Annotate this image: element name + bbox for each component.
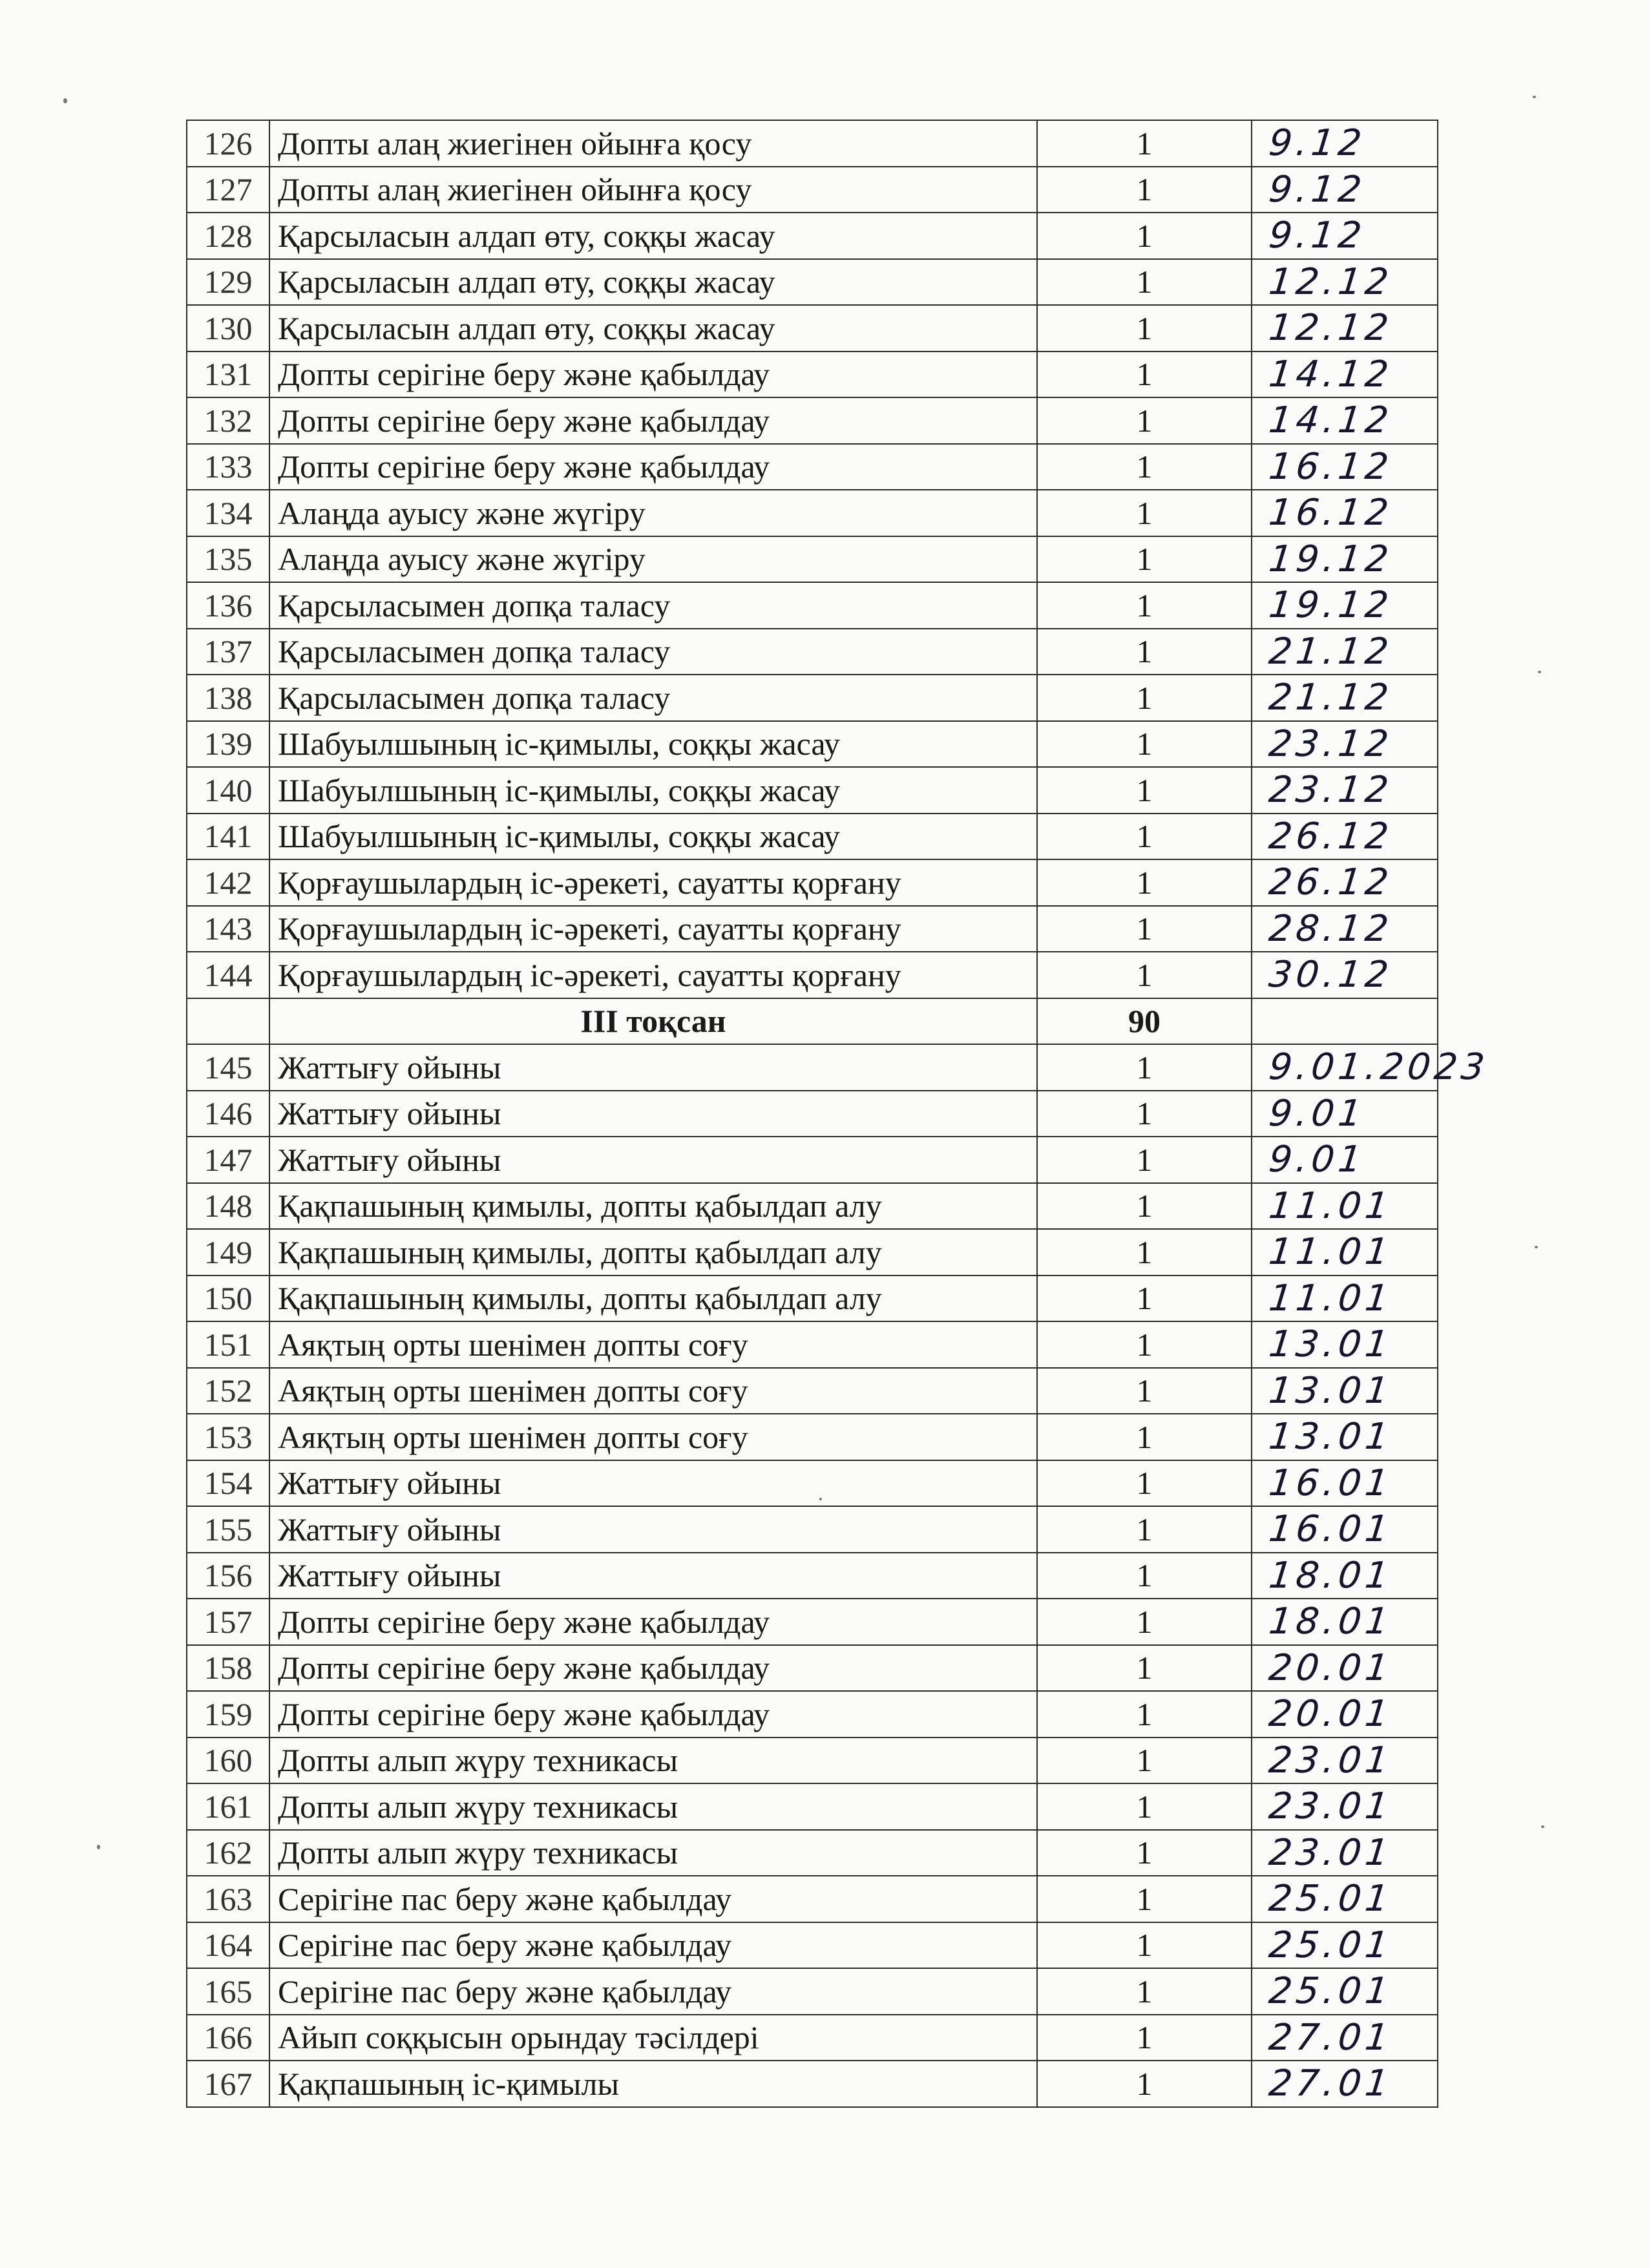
table-row bbox=[187, 952, 1438, 998]
row-number: 131 bbox=[187, 352, 269, 398]
row-number: 145 bbox=[187, 1044, 269, 1091]
table-row bbox=[187, 1553, 1438, 1599]
lesson-topic: Алаңда ауысу және жүгіру bbox=[269, 536, 1037, 583]
lesson-topic: Допты алып жүру техникасы bbox=[269, 1783, 1037, 1830]
lesson-date: 11.01 bbox=[1249, 1229, 1440, 1276]
lesson-topic: Алаңда ауысу және жүгіру bbox=[269, 490, 1037, 536]
lesson-topic: Қорғаушылардың іс-әрекеті, сауатты қорғану bbox=[269, 906, 1037, 952]
table-row bbox=[187, 1044, 1438, 1091]
lesson-hours: 1 bbox=[1037, 213, 1252, 259]
table-row bbox=[187, 1968, 1438, 2015]
row-number: 136 bbox=[187, 582, 269, 629]
lesson-date: 23.01 bbox=[1249, 1738, 1440, 1784]
row-number: 135 bbox=[187, 536, 269, 583]
lesson-topic: Жаттығу ойыны bbox=[269, 1044, 1037, 1091]
scan-speck bbox=[1535, 1246, 1538, 1248]
lesson-topic: Допты алып жүру техникасы bbox=[269, 1830, 1037, 1876]
lesson-topic: Допты серігіне беру және қабылдау bbox=[269, 397, 1037, 444]
lesson-hours: 1 bbox=[1037, 1553, 1252, 1599]
lesson-hours: 1 bbox=[1037, 814, 1252, 860]
table-row bbox=[187, 305, 1438, 352]
table-row bbox=[187, 814, 1438, 860]
table-row bbox=[187, 675, 1438, 721]
lesson-hours: 1 bbox=[1037, 721, 1252, 768]
lesson-topic: Аяқтың орты шенімен допты соғу bbox=[269, 1368, 1037, 1414]
lesson-hours: 1 bbox=[1037, 1738, 1252, 1784]
lesson-topic: Аяқтың орты шенімен допты соғу bbox=[269, 1414, 1037, 1460]
table-row bbox=[187, 629, 1438, 675]
lesson-topic: Қарсыласымен допқа таласу bbox=[269, 675, 1037, 721]
lesson-hours: 1 bbox=[1037, 352, 1252, 398]
row-number: 153 bbox=[187, 1414, 269, 1460]
lesson-date: 14.12 bbox=[1249, 397, 1440, 444]
lesson-date: 21.12 bbox=[1249, 629, 1440, 675]
row-number: 132 bbox=[187, 397, 269, 444]
lesson-hours: 1 bbox=[1037, 1183, 1252, 1230]
lesson-hours: 1 bbox=[1037, 906, 1252, 952]
row-number: 138 bbox=[187, 675, 269, 721]
lesson-date: 12.12 bbox=[1249, 259, 1440, 306]
row-number: 127 bbox=[187, 167, 269, 213]
row-number: 159 bbox=[187, 1691, 269, 1738]
lesson-topic: Айып соққысын орындау тәсілдері bbox=[269, 2015, 1037, 2061]
scan-speck bbox=[1533, 96, 1536, 98]
table-row bbox=[187, 906, 1438, 952]
lesson-date: 28.12 bbox=[1249, 906, 1440, 952]
lesson-date: 9.12 bbox=[1249, 167, 1440, 213]
row-number: 148 bbox=[187, 1183, 269, 1230]
lesson-date: 18.01 bbox=[1249, 1599, 1440, 1645]
lesson-date: 16.12 bbox=[1249, 444, 1440, 490]
lesson-hours: 1 bbox=[1037, 536, 1252, 583]
lesson-hours: 1 bbox=[1037, 1876, 1252, 1922]
lesson-date: 9.01.2023 bbox=[1249, 1044, 1440, 1091]
lesson-date: 20.01 bbox=[1249, 1645, 1440, 1692]
scan-speck bbox=[819, 1498, 822, 1500]
lesson-hours: 1 bbox=[1037, 1321, 1252, 1368]
lesson-topic: Допты серігіне беру және қабылдау bbox=[269, 1599, 1037, 1645]
table-row bbox=[187, 120, 1438, 167]
lesson-date: 14.12 bbox=[1249, 352, 1440, 398]
lesson-hours: 1 bbox=[1037, 1276, 1252, 1322]
lesson-date: 16.01 bbox=[1249, 1506, 1440, 1553]
row-number: 143 bbox=[187, 906, 269, 952]
row-number: 154 bbox=[187, 1460, 269, 1507]
lesson-topic: Қақпашының қимылы, допты қабылдап алу bbox=[269, 1276, 1037, 1322]
lesson-hours: 1 bbox=[1037, 1506, 1252, 1553]
lesson-hours: 1 bbox=[1037, 1368, 1252, 1414]
row-number: 157 bbox=[187, 1599, 269, 1645]
lesson-date: 16.12 bbox=[1249, 490, 1440, 536]
lesson-topic: Шабуылшының іс-қимылы, соққы жасау bbox=[269, 721, 1037, 768]
lesson-hours: 1 bbox=[1037, 305, 1252, 352]
table-row bbox=[187, 1183, 1438, 1230]
lesson-date: 23.12 bbox=[1249, 721, 1440, 768]
table-row bbox=[187, 167, 1438, 213]
lesson-hours: 1 bbox=[1037, 1460, 1252, 1507]
row-number: 166 bbox=[187, 2015, 269, 2061]
lesson-hours: 1 bbox=[1037, 1599, 1252, 1645]
row-number: 164 bbox=[187, 1922, 269, 1969]
lesson-topic: Қарсыласын алдап өту, соққы жасау bbox=[269, 305, 1037, 352]
lesson-hours: 1 bbox=[1037, 490, 1252, 536]
scan-speck bbox=[1538, 671, 1541, 673]
lesson-date: 12.12 bbox=[1249, 305, 1440, 352]
table-row bbox=[187, 2015, 1438, 2061]
lesson-topic: Допты серігіне беру және қабылдау bbox=[269, 352, 1037, 398]
row-number: 149 bbox=[187, 1229, 269, 1276]
table-row bbox=[187, 1783, 1438, 1830]
lesson-date: 23.01 bbox=[1249, 1830, 1440, 1876]
table-row bbox=[187, 1321, 1438, 1368]
row-number bbox=[187, 998, 269, 1045]
lesson-topic: Серігіне пас беру және қабылдау bbox=[269, 1876, 1037, 1922]
lesson-date: 23.12 bbox=[1249, 767, 1440, 814]
lesson-hours: 1 bbox=[1037, 629, 1252, 675]
lesson-date: 21.12 bbox=[1249, 675, 1440, 721]
row-number: 144 bbox=[187, 952, 269, 998]
lesson-topic: Қорғаушылардың іс-әрекеті, сауатты қорғану bbox=[269, 952, 1037, 998]
lesson-hours: 1 bbox=[1037, 1922, 1252, 1969]
table-row bbox=[187, 721, 1438, 768]
lesson-hours: 1 bbox=[1037, 2061, 1252, 2107]
row-number: 160 bbox=[187, 1738, 269, 1784]
lesson-date bbox=[1249, 998, 1440, 1045]
lesson-date: 25.01 bbox=[1249, 1922, 1440, 1969]
lesson-topic: Серігіне пас беру және қабылдау bbox=[269, 1968, 1037, 2015]
row-number: 126 bbox=[187, 120, 269, 167]
table-row bbox=[187, 490, 1438, 536]
table-row bbox=[187, 1276, 1438, 1322]
lesson-date: 9.01 bbox=[1249, 1091, 1440, 1137]
lesson-topic: Допты серігіне беру және қабылдау bbox=[269, 444, 1037, 490]
lesson-date: 19.12 bbox=[1249, 536, 1440, 583]
lesson-date: 23.01 bbox=[1249, 1783, 1440, 1830]
lesson-topic: Допты алаң жиегінен ойынға қосу bbox=[269, 120, 1037, 167]
lesson-hours: 1 bbox=[1037, 1968, 1252, 2015]
table-row bbox=[187, 1599, 1438, 1645]
lesson-date: 13.01 bbox=[1249, 1321, 1440, 1368]
lesson-hours: 1 bbox=[1037, 767, 1252, 814]
lesson-topic: Допты алаң жиегінен ойынға қосу bbox=[269, 167, 1037, 213]
row-number: 146 bbox=[187, 1091, 269, 1137]
table-row bbox=[187, 2061, 1438, 2107]
table-row bbox=[187, 1876, 1438, 1922]
lesson-topic: Шабуылшының іс-қимылы, соққы жасау bbox=[269, 767, 1037, 814]
lesson-topic: Допты серігіне беру және қабылдау bbox=[269, 1645, 1037, 1692]
table-row bbox=[187, 1414, 1438, 1460]
row-number: 147 bbox=[187, 1137, 269, 1183]
table-row bbox=[187, 1922, 1438, 1969]
table-row bbox=[187, 859, 1438, 906]
table-row bbox=[187, 213, 1438, 259]
lesson-hours: 1 bbox=[1037, 1783, 1252, 1830]
row-number: 139 bbox=[187, 721, 269, 768]
lesson-topic: Аяқтың орты шенімен допты соғу bbox=[269, 1321, 1037, 1368]
table-row bbox=[187, 767, 1438, 814]
scan-speck bbox=[97, 1845, 100, 1849]
row-number: 165 bbox=[187, 1968, 269, 2015]
section-row bbox=[187, 998, 1438, 1045]
lesson-topic: Жаттығу ойыны bbox=[269, 1137, 1037, 1183]
lesson-topic: Қорғаушылардың іс-әрекеті, сауатты қорғану bbox=[269, 859, 1037, 906]
row-number: 162 bbox=[187, 1830, 269, 1876]
lesson-hours: 1 bbox=[1037, 859, 1252, 906]
lesson-hours: 1 bbox=[1037, 1229, 1252, 1276]
lesson-hours: 1 bbox=[1037, 1830, 1252, 1876]
lesson-hours: 1 bbox=[1037, 952, 1252, 998]
row-number: 130 bbox=[187, 305, 269, 352]
lesson-date: 18.01 bbox=[1249, 1553, 1440, 1599]
lesson-topic: Серігіне пас беру және қабылдау bbox=[269, 1922, 1037, 1969]
row-number: 152 bbox=[187, 1368, 269, 1414]
row-number: 129 bbox=[187, 259, 269, 306]
row-number: 140 bbox=[187, 767, 269, 814]
lesson-topic: Допты серігіне беру және қабылдау bbox=[269, 1691, 1037, 1738]
row-number: 161 bbox=[187, 1783, 269, 1830]
lesson-date: 25.01 bbox=[1249, 1968, 1440, 2015]
row-number: 167 bbox=[187, 2061, 269, 2107]
lesson-date: 9.12 bbox=[1249, 213, 1440, 259]
lesson-plan-rows bbox=[187, 120, 1491, 2107]
table-row bbox=[187, 352, 1438, 398]
lesson-date: 13.01 bbox=[1249, 1368, 1440, 1414]
lesson-topic: Шабуылшының іс-қимылы, соққы жасау bbox=[269, 814, 1037, 860]
lesson-date: 9.01 bbox=[1249, 1137, 1440, 1183]
table-row bbox=[187, 1137, 1438, 1183]
lesson-date: 9.12 bbox=[1249, 120, 1440, 167]
scan-speck bbox=[1541, 1825, 1544, 1828]
row-number: 141 bbox=[187, 814, 269, 860]
lesson-date: 13.01 bbox=[1249, 1414, 1440, 1460]
section-hours: 90 bbox=[1037, 998, 1252, 1045]
table-row bbox=[187, 1229, 1438, 1276]
section-title: ІІІ тоқсан bbox=[269, 998, 1037, 1045]
lesson-hours: 1 bbox=[1037, 2015, 1252, 2061]
lesson-date: 26.12 bbox=[1249, 859, 1440, 906]
lesson-hours: 1 bbox=[1037, 1414, 1252, 1460]
row-number: 158 bbox=[187, 1645, 269, 1692]
lesson-topic: Қарсыласымен допқа таласу bbox=[269, 629, 1037, 675]
lesson-date: 27.01 bbox=[1249, 2061, 1440, 2107]
lesson-hours: 1 bbox=[1037, 120, 1252, 167]
row-number: 155 bbox=[187, 1506, 269, 1553]
lesson-hours: 1 bbox=[1037, 1645, 1252, 1692]
lesson-topic: Жаттығу ойыны bbox=[269, 1460, 1037, 1507]
lesson-topic: Жаттығу ойыны bbox=[269, 1553, 1037, 1599]
table-row bbox=[187, 536, 1438, 583]
lesson-hours: 1 bbox=[1037, 1691, 1252, 1738]
lesson-hours: 1 bbox=[1037, 397, 1252, 444]
lesson-topic: Қақпашының қимылы, допты қабылдап алу bbox=[269, 1183, 1037, 1230]
table-row bbox=[187, 397, 1438, 444]
lesson-date: 11.01 bbox=[1249, 1276, 1440, 1322]
table-row bbox=[187, 259, 1438, 306]
lesson-hours: 1 bbox=[1037, 675, 1252, 721]
lesson-hours: 1 bbox=[1037, 582, 1252, 629]
lesson-date: 16.01 bbox=[1249, 1460, 1440, 1507]
table-row bbox=[187, 1691, 1438, 1738]
lesson-hours: 1 bbox=[1037, 1137, 1252, 1183]
lesson-topic: Қарсыласын алдап өту, соққы жасау bbox=[269, 259, 1037, 306]
row-number: 150 bbox=[187, 1276, 269, 1322]
lesson-date: 11.01 bbox=[1249, 1183, 1440, 1230]
row-number: 137 bbox=[187, 629, 269, 675]
table-row bbox=[187, 1645, 1438, 1692]
row-number: 156 bbox=[187, 1553, 269, 1599]
lesson-plan-table bbox=[186, 120, 1491, 2108]
table-row bbox=[187, 1830, 1438, 1876]
lesson-date: 27.01 bbox=[1249, 2015, 1440, 2061]
lesson-topic: Жаттығу ойыны bbox=[269, 1091, 1037, 1137]
lesson-topic: Қарсыласымен допқа таласу bbox=[269, 582, 1037, 629]
lesson-date: 20.01 bbox=[1249, 1691, 1440, 1738]
lesson-hours: 1 bbox=[1037, 444, 1252, 490]
table-row bbox=[187, 1460, 1438, 1507]
lesson-topic: Қарсыласын алдап өту, соққы жасау bbox=[269, 213, 1037, 259]
row-number: 142 bbox=[187, 859, 269, 906]
row-number: 151 bbox=[187, 1321, 269, 1368]
row-number: 134 bbox=[187, 490, 269, 536]
lesson-hours: 1 bbox=[1037, 1044, 1252, 1091]
lesson-topic: Қақпашының іс-қимылы bbox=[269, 2061, 1037, 2107]
scan-speck bbox=[63, 98, 67, 103]
lesson-date: 25.01 bbox=[1249, 1876, 1440, 1922]
lesson-date: 19.12 bbox=[1249, 582, 1440, 629]
lesson-hours: 1 bbox=[1037, 1091, 1252, 1137]
lesson-hours: 1 bbox=[1037, 259, 1252, 306]
lesson-date: 26.12 bbox=[1249, 814, 1440, 860]
row-number: 163 bbox=[187, 1876, 269, 1922]
table-row bbox=[187, 444, 1438, 490]
row-number: 133 bbox=[187, 444, 269, 490]
table-row bbox=[187, 582, 1438, 629]
lesson-hours: 1 bbox=[1037, 167, 1252, 213]
table-row bbox=[187, 1091, 1438, 1137]
lesson-topic: Допты алып жүру техникасы bbox=[269, 1738, 1037, 1784]
table-row bbox=[187, 1506, 1438, 1553]
table-row bbox=[187, 1368, 1438, 1414]
table-row bbox=[187, 1738, 1438, 1784]
lesson-topic: Қақпашының қимылы, допты қабылдап алу bbox=[269, 1229, 1037, 1276]
row-number: 128 bbox=[187, 213, 269, 259]
lesson-date: 30.12 bbox=[1249, 952, 1440, 998]
lesson-topic: Жаттығу ойыны bbox=[269, 1506, 1037, 1553]
